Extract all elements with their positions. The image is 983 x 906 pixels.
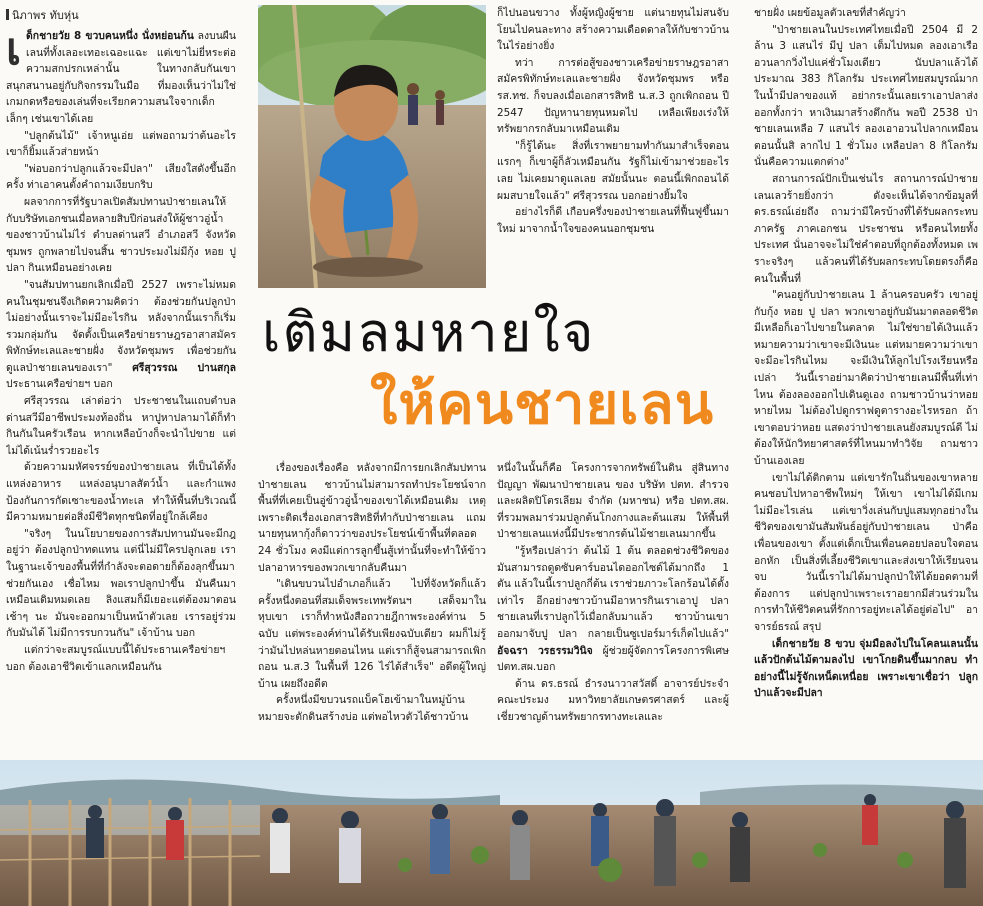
col2-p2: "เดินขบวนไปอำเภอก็แล้ว ไปที่จังหวัดก็แล้ว ครั้งหนึ่งตอนที่สมเด็จพระเทพรัตนฯ เสด็จมาในหุบเขา เราก็ทำหนังสือถวายฎีกาพระองค์ท่าน 5 ฉบับ แต่พระองค์ท่านได้รับเพียงฉบับเดียว ผมก็ไม่รู้ว่ามันไปหล่นหายตอนไหน แต่เราก็สู้จนสามารถเพิกถอน น.ส.3 ในพื้นที่ 126 ไร่ได้สำเร็จ" อดีตผู้ใหญ่บ้าน เผยถึงอดีต (258, 578, 486, 690)
photo-group-planting (0, 760, 983, 906)
col2-p1: เรื่องของเรื่องคือ หลังจากมีการยกเลิกสัมปทานป่าชายเลน ชาวบ้านไม่สามารถทำประโยชน์จากพื้นที่ที่เคยเป็นอู่ข้าวอู่น้ำของเขาได้เหมือนเดิม เหตุเพราะติดเรื่องเอกสารสิทธิที่ทำกับป่าชายเลน แถมนายทุนหากุ้งก็ดาวว่าของประโยชน์เข้าพื้นที่ตลอด 24 ชั่วโมง คงมีแต่การลูกขึ้นสู้เท่านั้นที่จะทำให้ข้าวปลาอาหารของพวกเขากลับคืนมา (258, 462, 486, 574)
col1-p7: ด้วยความมหัศจรรย์ของป่าชายเลน ที่เป็นได้ทั้งแหล่งอาหาร แหล่งอนุบาลสัตว์น้ำ และกำแพงป้องกันการกัดเซาะของน้ำทะเล ทำให้พื้นที่บริเวณนี้มีความหมายต่อสิ่งมีชีวิตทุกชนิดที่อยู่ใกล้เคียง (6, 461, 236, 524)
col3-p3: ด้าน ดร.ธรณ์ ธำรงนาวาสวัสดิ์ อาจารย์ประจำคณะประมง มหาวิทยาลัยเกษตรศาสตร์ และผู้เชี่ยวชาญด้านทรัพยากรทางทะเลและ (497, 677, 729, 723)
column-1 (6, 28, 236, 760)
col1-p1: ลงบนผืนเลนที่ทั้งเลอะเทอะเฉอะแฉะ แต่เขาไม่ยี่หระต่อความสกปรกเหล่านั้น ในทางกลับกันเขาสนุกสนานอยู่กับกิจกรรมในมือ ที่มองเห็นว่าไม่ใช่เกมกดหรือของเล่นที่จะเรียกความสนใจจากเด็กเล็กๆ เช่นเขาได้เลย (6, 30, 236, 125)
headline-line1: เติมลมหายใจ (262, 301, 596, 364)
photo-group-planting-graphic (0, 760, 983, 906)
col3top-p4: อย่างไรก็ดี เกือบครึ่งของป่าชายเลนที่ฟื้นฟูขึ้นมาใหม่ มาจากน้ำใจของคนนอกชุมชน (497, 206, 729, 235)
photo-boy-planting-graphic (258, 5, 486, 288)
byline (6, 6, 79, 24)
col3top-p2: ทว่า การต่อสู้ของชาวเครือข่ายราษฎรอาสาสมัครพิทักษ์ทะเลและชายฝั่ง จังหวัดชุมพร หรือ รส.ทช. ก็จบลงเมื่อเอกสารสิทธิ น.ส.3 ถูกเพิกถอน ปี 2547 ปัญหานายทุนหมดไป เหลือเพียงเร่งให้ทรัพยากรกลับมาเหมือนเดิม (497, 56, 729, 136)
byline-bar (6, 9, 9, 20)
column-3 (497, 460, 729, 760)
col4-p4: "คนอยู่กับป่าชายเลน 1 ล้านครอบครัว เขาอยู่กับกุ้ง หอย ปู ปลา พวกเขาอยู่กับมันมาตลอดชีวิต มีเหลือก็เอาไปขายในตลาด ไม่ใช่ขายได้เงินแล้วหมายความว่าเขาจะมีเงินนะ แต่หมายความว่าเขาจะมีอะไรกินไหม จะมีเงินให้ลูกไปโรงเรียนหรือเปล่า วันนี้เราอย่ามาคิดว่าป่าชายเลนมีพื้นที่เท่าไหน ต้องลองออกไปเดินดูเอง ถามชาวบ้านว่าหอยหายไหม ไม่ต้องไปดูกราฟดูตารางอะไรหรอก ถ้าเขาตอบว่าหอย แสดงว่าป่าชายเลนยังสมบูรณ์ดี ไม่ต้องให้นักวิทยาศาสตร์ที่ไหนมาทำวิจัย ถามชาวบ้านเองเลย (754, 289, 978, 468)
column-2 (258, 460, 486, 760)
col3-p1: หนึ่งในนั้นก็คือ โครงการจากทรัพย์ในดิน สู่สินทางปัญญา พัฒนาป่าชายเลน ของ บริษัท ปตท. สำรวจและผลิตปิโตรเลียม จำกัด (มหาชน) หรือ ปตท.สผ. ที่รวมพลมาร่วมปลูกต้นโกงกางและต้นแสม ให้พื้นที่ป่าชายเลนแห่งนี้มีประชากรต้นไม้ชายเลนมากขึ้น (497, 462, 729, 541)
col3-p2: "รู้หรือเปล่าว่า ต้นไม้ 1 ต้น ตลอดช่วงชีวิตของมันสามารถดูดซับคาร์บอนไดออกไซด์ได้มากถึง 1 ตัน แล้วในนี้เราปลูกกี่ต้น เราช่วยภาวะโลกร้อนได้ตั้งเท่าไร อีกอย่างชาวบ้านมีอาหารกินเราเอาปู ปลาชายเลนที่เราปลูกไว้เมื่อกลับมาแล้ว ชาวบ้านเขาออกมาจับปู ปลา กลายเป็นซูเปอร์มาร์เก็ตไปแล้ว" (497, 544, 729, 640)
col2-p3: ครั้งหนึ่งมีขบวนรถแบ็คโฮเข้ามาในหมู่บ้านหมายจะตักดินสร้างบ่อ แต่พอไหวตัวได้ชาวบ้าน (258, 694, 469, 723)
col1-p4: ผลจากการที่รัฐบาลเปิดสัมปทานป่าชายเลนให้กับบริษัทเอกชนเมื่อหลายสิบปีก่อนส่งให้ผู้ชาวอู่น้ำของชาวบ้านไม่ไร่ ตำบลด่านสวี อำเภอสวี จังหวัดชุมพร ถูกพลายไปจนสิ้น ชาวประมงไม่มีกุ้ง หอย ปู ปลา กินเหมือนอย่างเคย (6, 195, 236, 275)
headline-line2: ให้คนชายเลน (370, 372, 715, 437)
col3-p2b: ผู้ช่วยผู้จัดการโครงการพิเศษ ปตท.สผ.บอก (497, 644, 729, 674)
col3-name2: อัจฉรา วรธรรมวินิจ (497, 644, 593, 657)
col3top-p1: ก็ไปนอนขวาง ทั้งผู้หญิงผู้ชาย แต่นายทุนไม่สนจับโยนไปคนละทาง สร้างความเดือดดาลให้กับชาวบ้านในไร่อย่างยิ่ง (497, 7, 729, 53)
col4-p1: ชายฝั่ง เผยข้อมูลตัวเลขที่สำคัญว่า (754, 7, 906, 19)
col1-p9: แต่กว่าจะสมบูรณ์แบบนี้ได้ประธานเครือข่ายฯ บอก ต้องเอาชีวิตเข้าแลกเหมือนกัน (6, 643, 226, 673)
col4-p5: เขาไม่ได้ติกตาม แต่เขารักในถิ่นของเขาหลายคนชอบไปหาอาชีพใหม่ๆ ให้เขา เขาไม่ได้มีเกม ไม่มีอะไรเล่น แต่เขาวิ่งเล่นกับปูแสมทุกอย่างในชีวิตของเขามันสัมพันธ์อยู่กับป่าชายเลน ป่าคือเพื่อนของเขา ตั้งแต่เด็กเป็นเพื่อนคอยปลอบใจตอนอกหัก เป็นสิ่งที่เลี้ยงชีวิตเขาและส่งเขาให้เรียนจนจบ วันนี้เราไม่ได้มาปลูกป่าให้ได้ยอดตามที่ต้องการ แต่ปลูกป่าเพราะเราอยากมีส่วนร่วมในการทำให้ชีวิตคนที่รักการอยู่ทะเลได้อยู่ต่อไป" อาจารย์ธรณ์ สรุป (754, 471, 978, 633)
column-4 (754, 5, 978, 760)
col4-p3: สถานการณ์ปักเป็นเช่นไร สถานการณ์ป่าชายเลนเลวร้ายยิ่งกว่า ดังจะเห็นได้จากข้อมูลที่ ดร.ธรณ์เอ่ยถึง ถามว่ามีใครบ้างที่ได้รับผลกระทบ ภาครัฐ ภาคเอกชน ประชาชน หรือคนไทยทั้งประเทศ นั่นอาจจะไม่ใช่คำตอบที่ถูกต้องทั้งหมด เพราะจริงๆ แล้วคนที่ได้รับผลกระทบโดยตรงก็คือ คนในพื้นที่ (754, 172, 978, 285)
column-3-top (497, 5, 729, 267)
col4-p2: "ป่าชายเลนในประเทศไทยเมื่อปี 2504 มี 2 ล้าน 3 แสนไร่ มีปู ปลา เต็มไปหมด ลองเอาเรืออวนลากวิ่งไปแค่ชั่วโมงเดียว นับปลาแล้วได้ประมาณ 383 กิโลกรัม ประเทศไทยสมบูรณ์มาก ในน้ำมีปลาของแท้ อย่ากระนั้นเลยเราเอาปลาส่งออกทั้งกว่า หาเงินมาสร้างตึกกัน พอปี 2538 ป่าชายเลนเหลือ 7 แสนไร่ ลองเอาอวนไปลากเหมือนตอนนั้นสิ ลากไป 1 ชั่วโมง เหลือปลา 8 กิโลกรัม นั่นคือความแตกต่าง" (754, 23, 978, 169)
lead-bold: ด็กชายวัย 8 ขวบคนหนึ่ง นั่งหย่อนก้น (26, 30, 194, 42)
col1-p2: "ปลูกต้นไม้" เจ้าหนูเอ่ย แต่พอถามว่าต้นอะไร เขาก็ยิ้มแล้วส่ายหน้า (6, 129, 236, 159)
col4-p6: เด็กชายวัย 8 ขวบ จุ่มมือลงไปในโคลนเลนนั้นแล้วปักต้นไม้ตามลงไป เขาโกยดินขึ้นมากลบ ทำอย่างนี้ไม่รู้จักเหน็ดเหนื่อย เพราะเขาเชื่อว่า ปลูกป่าแล้วจะมีปลา (754, 637, 978, 700)
col1-name1: ศรีสุวรรณ ปานสกุล (132, 361, 236, 374)
col1-p6: ศรีสุวรรณ เล่าต่อว่า ประชาชนในแถบตำบลด่านสวีมีอาชีพประมงท้องถิ่น หาปูหาปลามาได้ก็ทำกินกันในครัวเรือน หากเหลือบ้างก็จะนำไปขาย แต่ไม่ได้เน้นร่ำรวยอะไร (6, 395, 236, 457)
photo-boy-planting (258, 5, 486, 288)
drop-cap: เ (6, 28, 22, 75)
col3top-p3: "ก็รู้ได้นะ สิ่งที่เราพยายามทำกันมาสำเร็จตอนแรกๆ ก็เขาผู้ก็ลัวเหมือนกัน รัฐก็ไม่เข้ามาช่วยอะไรเลย ไม่เคยมาดูแลเลย สมัยนั้นนะ ตอนนี้เพิกถอนได้ ผมสบายใจแล้ว" ศรีสุวรรณ บอกอย่างยิ้มใจ (497, 139, 729, 202)
col1-p5: "จนสัมปทานยกเลิกเมื่อปี 2527 เพราะไม่หมด คนในชุมชนจึงเกิดความคิดว่า ต้องช่วยกันปลูกป่า ไม่อย่างนั้นเราจะไม่มีอะไรกิน หลังจากนั้นเราก็เริ่มรวมกลุ่มกัน จัดตั้งเป็นเครือข่ายราษฎรอาสาสมัครพิทักษ์ทะเลและชายฝั่ง จังหวัดชุมพร เพื่อช่วยกันดูแลป่าชายเลนของเรา" (6, 278, 236, 374)
col1-p8: "จริงๆ ในนโยบายของการสัมปทานมันจะมีกฎอยู่ว่า ต้องปลูกป่าทดแทน แต่นี่ไม่มีใครปลูกเลย เราในฐานะเจ้าของพื้นที่ที่กำลังจะตอดายก็ต้องลุกขึ้นมาช่วยกันเอง เชื่อไหม พอเราปลูกป่าขึ้น มันคืนมาเหมือนเดิมหมดเลย ลิงแสมก็มีเยอะแต่ต้องมาตอนเช้าๆ นะ มันจะออกมาเป็นหน้าตัวเลย เรารอยู่ร่วมกับมันได้ ไม่มีการรบกวนกัน" เจ้าบ้าน บอก (6, 527, 236, 640)
byline-text: นิภาพร ทับหุ่น (12, 9, 79, 22)
col1-p5b: ประธานเครือข่ายฯ บอก (6, 378, 113, 391)
col1-p3: "พ่อบอกว่าปลูกแล้วจะมีปลา" เสียงใสดังขึ้นอีกครั้ง ท่าเอาคนตั้งคำถามเงียบกริบ (6, 162, 236, 192)
